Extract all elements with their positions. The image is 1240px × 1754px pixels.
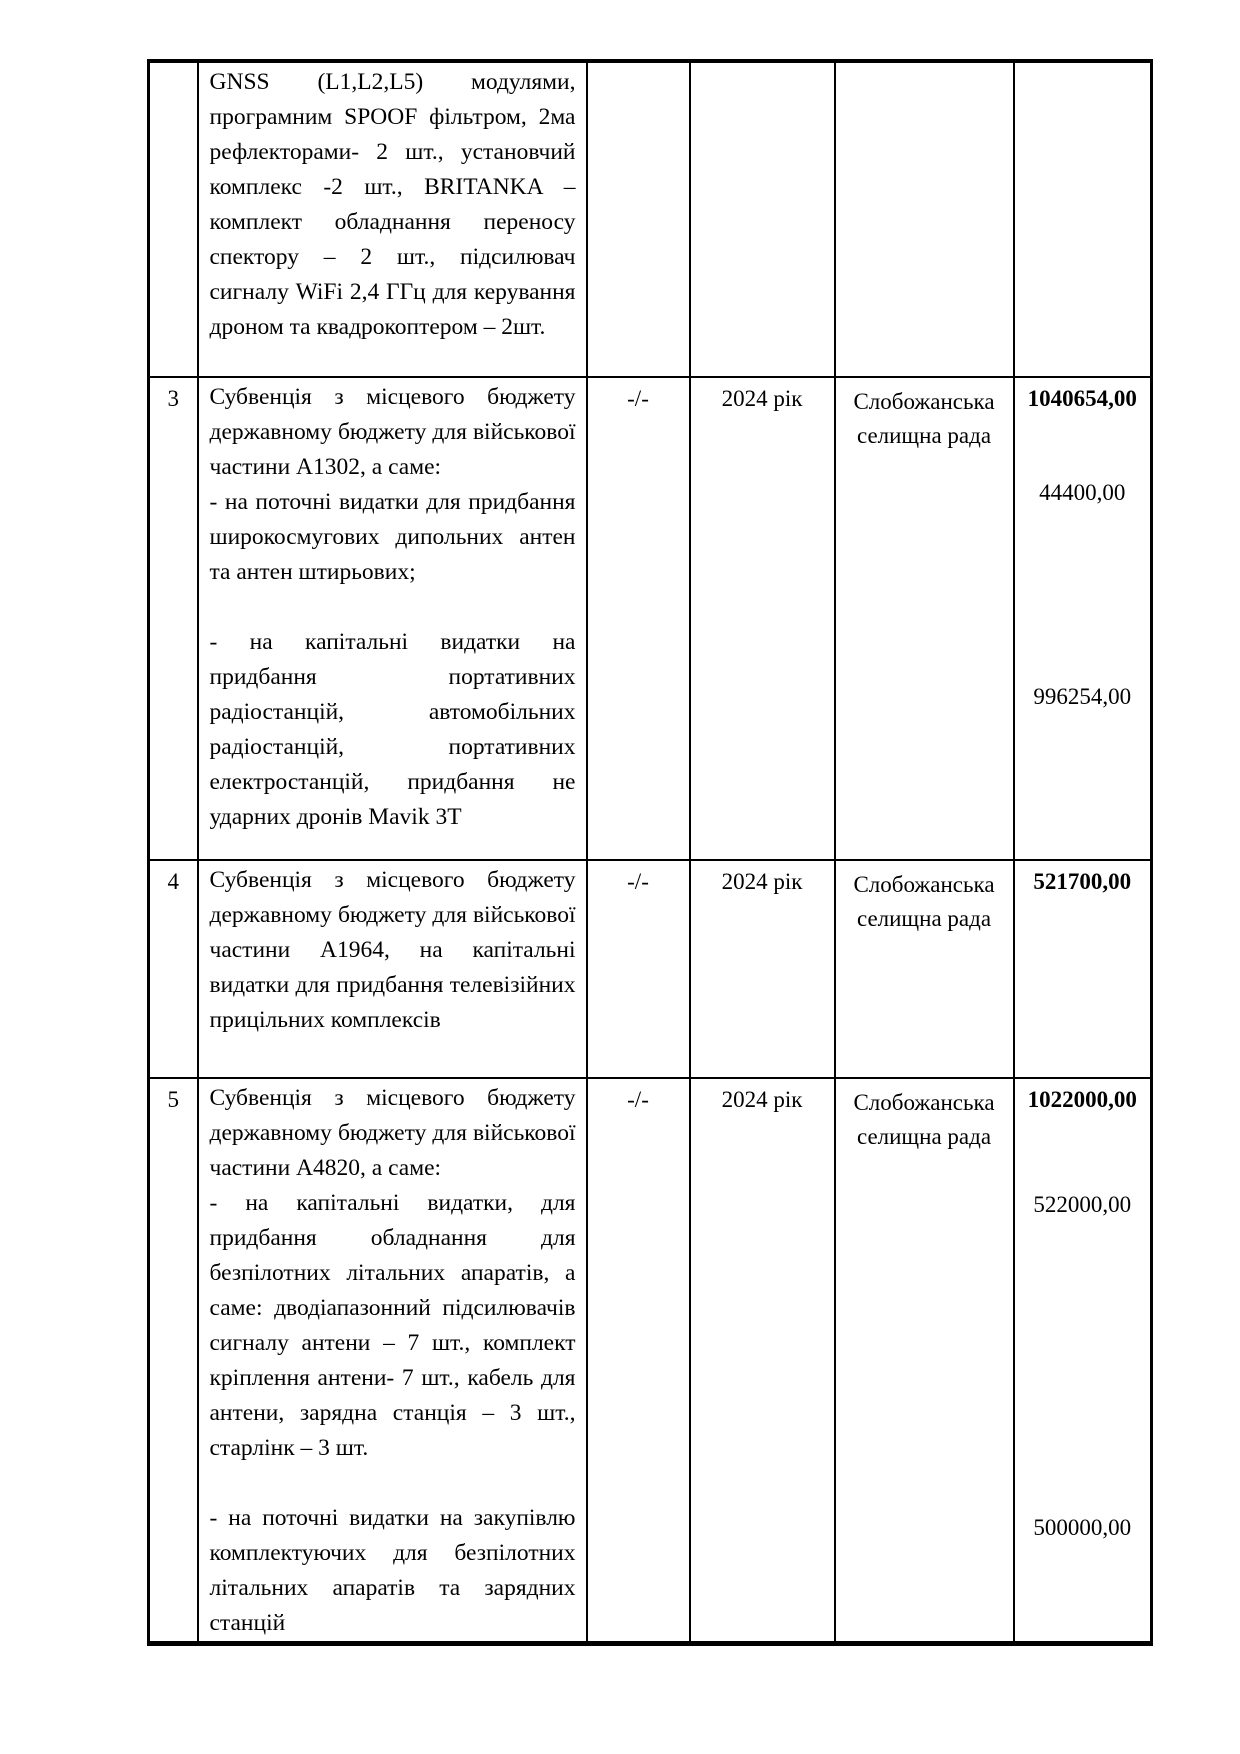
period-cell: 2024 рік: [690, 860, 835, 1078]
table-row: [149, 1078, 1152, 1644]
row-number-cell: [149, 61, 198, 377]
amount-sub: 500000,00: [1033, 1515, 1132, 1540]
description-paragraph: Субвенція з місцевого бюджету державному бюджету для військової частини А1302, а саме:: [209, 384, 576, 480]
budget-table: [147, 59, 1153, 1646]
funding-source-cell: -/-: [587, 860, 690, 1078]
amount-cell: [1014, 860, 1152, 1078]
description-cell: [198, 377, 587, 860]
description-paragraph: Субвенція з місцевого бюджету державному бюджету для військової частини А4820, а саме:: [209, 1085, 576, 1181]
description-cell: [198, 61, 587, 377]
table-row: [149, 61, 1152, 377]
authority-cell: Слобожанська селищна рада: [835, 860, 1014, 1078]
funding-source-cell: [587, 61, 690, 377]
period-cell: 2024 рік: [690, 377, 835, 860]
description-cell: [198, 860, 587, 1078]
description-paragraph: - на поточні видатки для придбання широкосмугових дипольних антен та антен штирьових;: [209, 489, 576, 585]
table-row: [149, 377, 1152, 860]
amount-cell: [1014, 61, 1152, 377]
period-cell: [690, 61, 835, 377]
amount-sub: 522000,00: [1033, 1192, 1132, 1217]
amount-total: 521700,00: [1033, 869, 1132, 894]
authority-cell: [835, 61, 1014, 377]
amount-cell: [1014, 1078, 1152, 1644]
amount-cell: [1014, 377, 1152, 860]
amount-total: 1040654,00: [1027, 386, 1137, 411]
description-paragraph: - на поточні видатки на закупівлю комплектуючих для безпілотних літальних апаратів та зарядних станцій: [209, 1505, 576, 1636]
description-paragraph: GNSS (L1,L2,L5) модулями, програмним SPOOF фільтром, 2ма рефлекторами- 2 шт., установчий комплекс -2 шт., BRITANKA – комплект обладнання переносу спектору – 2 шт., підсилювач сигналу WiFi 2,4 ГГц для керування дроном та квадрокоптером – 2шт.: [209, 69, 576, 340]
row-number-cell: 4: [149, 860, 198, 1078]
amount-sub: 44400,00: [1039, 480, 1126, 505]
authority-cell: Слобожанська селищна рада: [835, 1078, 1014, 1644]
funding-source-cell: -/-: [587, 1078, 690, 1644]
description-paragraph: - на капітальні видатки на придбання портативних радіостанцій, автомобільних радіостанцій, портативних електростанцій, придбання не ударних дронів Mavik 3Т: [209, 629, 576, 830]
period-cell: 2024 рік: [690, 1078, 835, 1644]
amount-total: 1022000,00: [1027, 1087, 1137, 1112]
row-number-cell: 5: [149, 1078, 198, 1644]
description-paragraph: Субвенція з місцевого бюджету державному бюджету для військової частини А1964, на капітальні видатки для придбання телевізійних прицільних комплексів: [209, 867, 576, 1033]
authority-cell: Слобожанська селищна рада: [835, 377, 1014, 860]
row-number-cell: 3: [149, 377, 198, 860]
description-cell: [198, 1078, 587, 1644]
table-row: [149, 860, 1152, 1078]
amount-sub: 996254,00: [1033, 684, 1132, 709]
description-paragraph: - на капітальні видатки, для придбання обладнання для безпілотних літальних апаратів, а саме: дводіапазонний підсилювачів сигналу антени – 7 шт., комплект кріплення антени- 7 шт., кабель для антени, зарядна станція – 3 шт., старлінк – 3 шт.: [209, 1190, 576, 1461]
funding-source-cell: -/-: [587, 377, 690, 860]
